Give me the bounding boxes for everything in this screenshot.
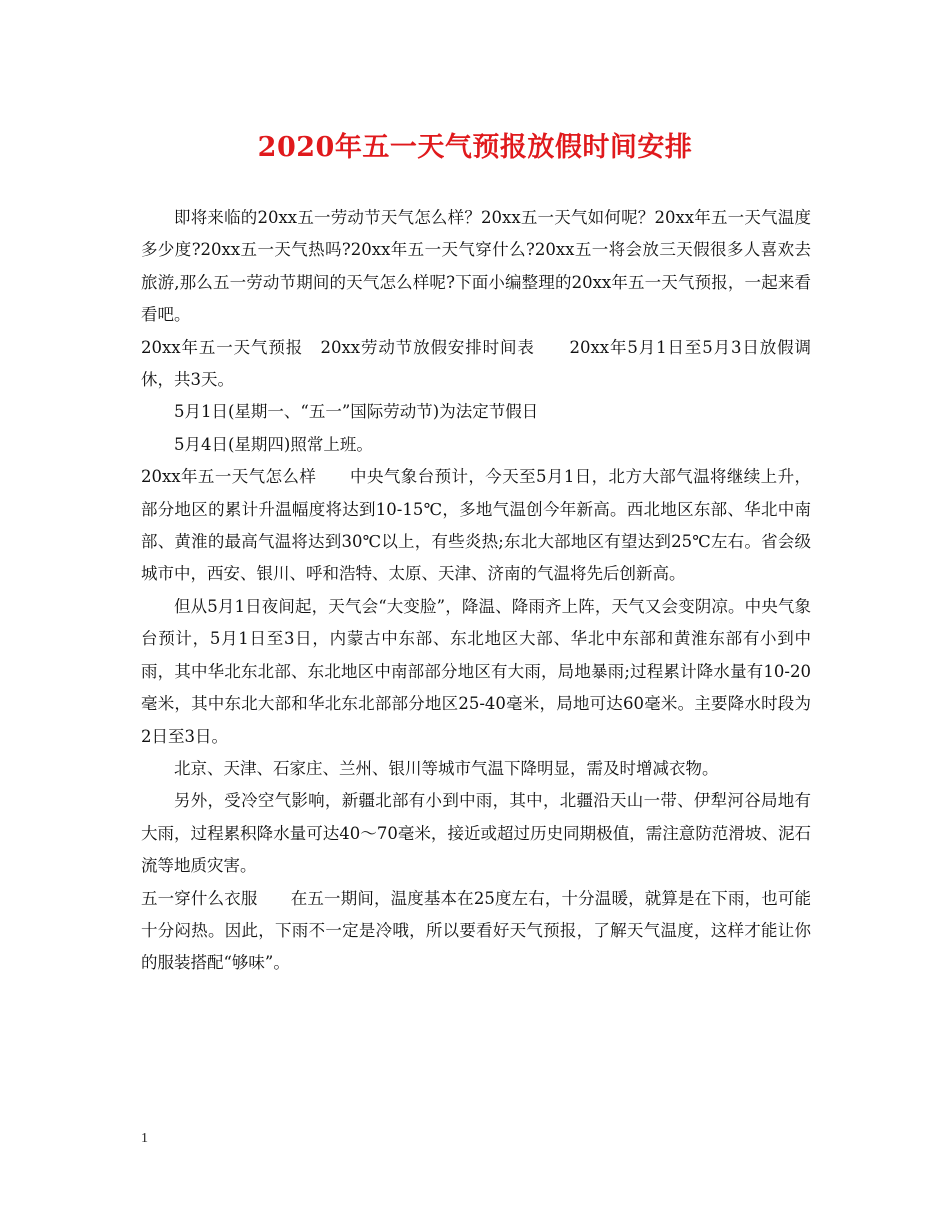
paragraph-may-first: 5月1日(星期一、“五一”国际劳动节)为法定节假日 [174, 402, 539, 422]
paragraph-holiday-schedule: 20xx年五一天气预报 20xx劳动节放假安排时间表 20xx年5月1日至5月3日放假调休，共3天。 [141, 337, 811, 390]
paragraph-weather-change: 但从5月1日夜间起，天气会“大变脸”，降温、降雨齐上阵，天气又会变阴凉。中央气象台预计，5月1日至3日，内蒙古中东部、东北地区大部、华北中东部和黄淮东部有小到中雨，其中华北东北部、东北地区中南部部分地区有大雨，局地暴雨;过程累计降水量有10-20毫米，其中东北大部和华北东北部部分地区25-40毫米，局地可达60毫米。主要降水时段为2日至3日。 [141, 596, 811, 746]
paragraph-xinjiang-rain: 另外，受冷空气影响，新疆北部有小到中雨，其中，北疆沿天山一带、伊犁河谷局地有大雨，过程累积降水量可达40～70毫米，接近或超过历史同期极值，需注意防范滑坡、泥石流等地质灾害。 [141, 791, 811, 876]
paragraph-intro: 即将来临的20xx五一劳动节天气怎么样？20xx五一天气如何呢？20xx年五一天气温度多少度?20xx五一天气热吗?20xx年五一天气穿什么?20xx五一将会放三天假很多人喜欢去旅游,那么五一劳动节期间的天气怎么样呢?下面小编整理的20xx年五一天气预报，一起来看看吧。 [141, 208, 811, 325]
page-title: 2020年五一天气预报放假时间安排 [257, 132, 693, 163]
document-body [141, 202, 811, 980]
paragraph-weather-forecast: 20xx年五一天气怎么样 中央气象台预计，今天至5月1日，北方大部气温将继续上升，部分地区的累计升温幅度将达到10-15℃，多地气温创今年新高。西北地区东部、华北中南部、黄淮的最高气温将达到30℃以上，有些炎热;东北大部地区有望达到25℃左右。省会级城市中，西安、银川、呼和浩特、太原、天津、济南的气温将先后创新高。 [141, 467, 811, 584]
paragraph-clothing: 五一穿什么衣服 在五一期间，温度基本在25度左右，十分温暖，就算是在下雨，也可能十分闷热。因此，下雨不一定是冷哦，所以要看好天气预报，了解天气温度，这样才能让你的服装搭配“够味”。 [141, 888, 811, 973]
page-number: 1 [141, 1131, 148, 1146]
paragraph-may-fourth: 5月4日(星期四)照常上班。 [174, 434, 373, 454]
paragraph-city-temperature: 北京、天津、石家庄、兰州、银川等城市气温下降明显，需及时增减衣物。 [174, 758, 719, 778]
